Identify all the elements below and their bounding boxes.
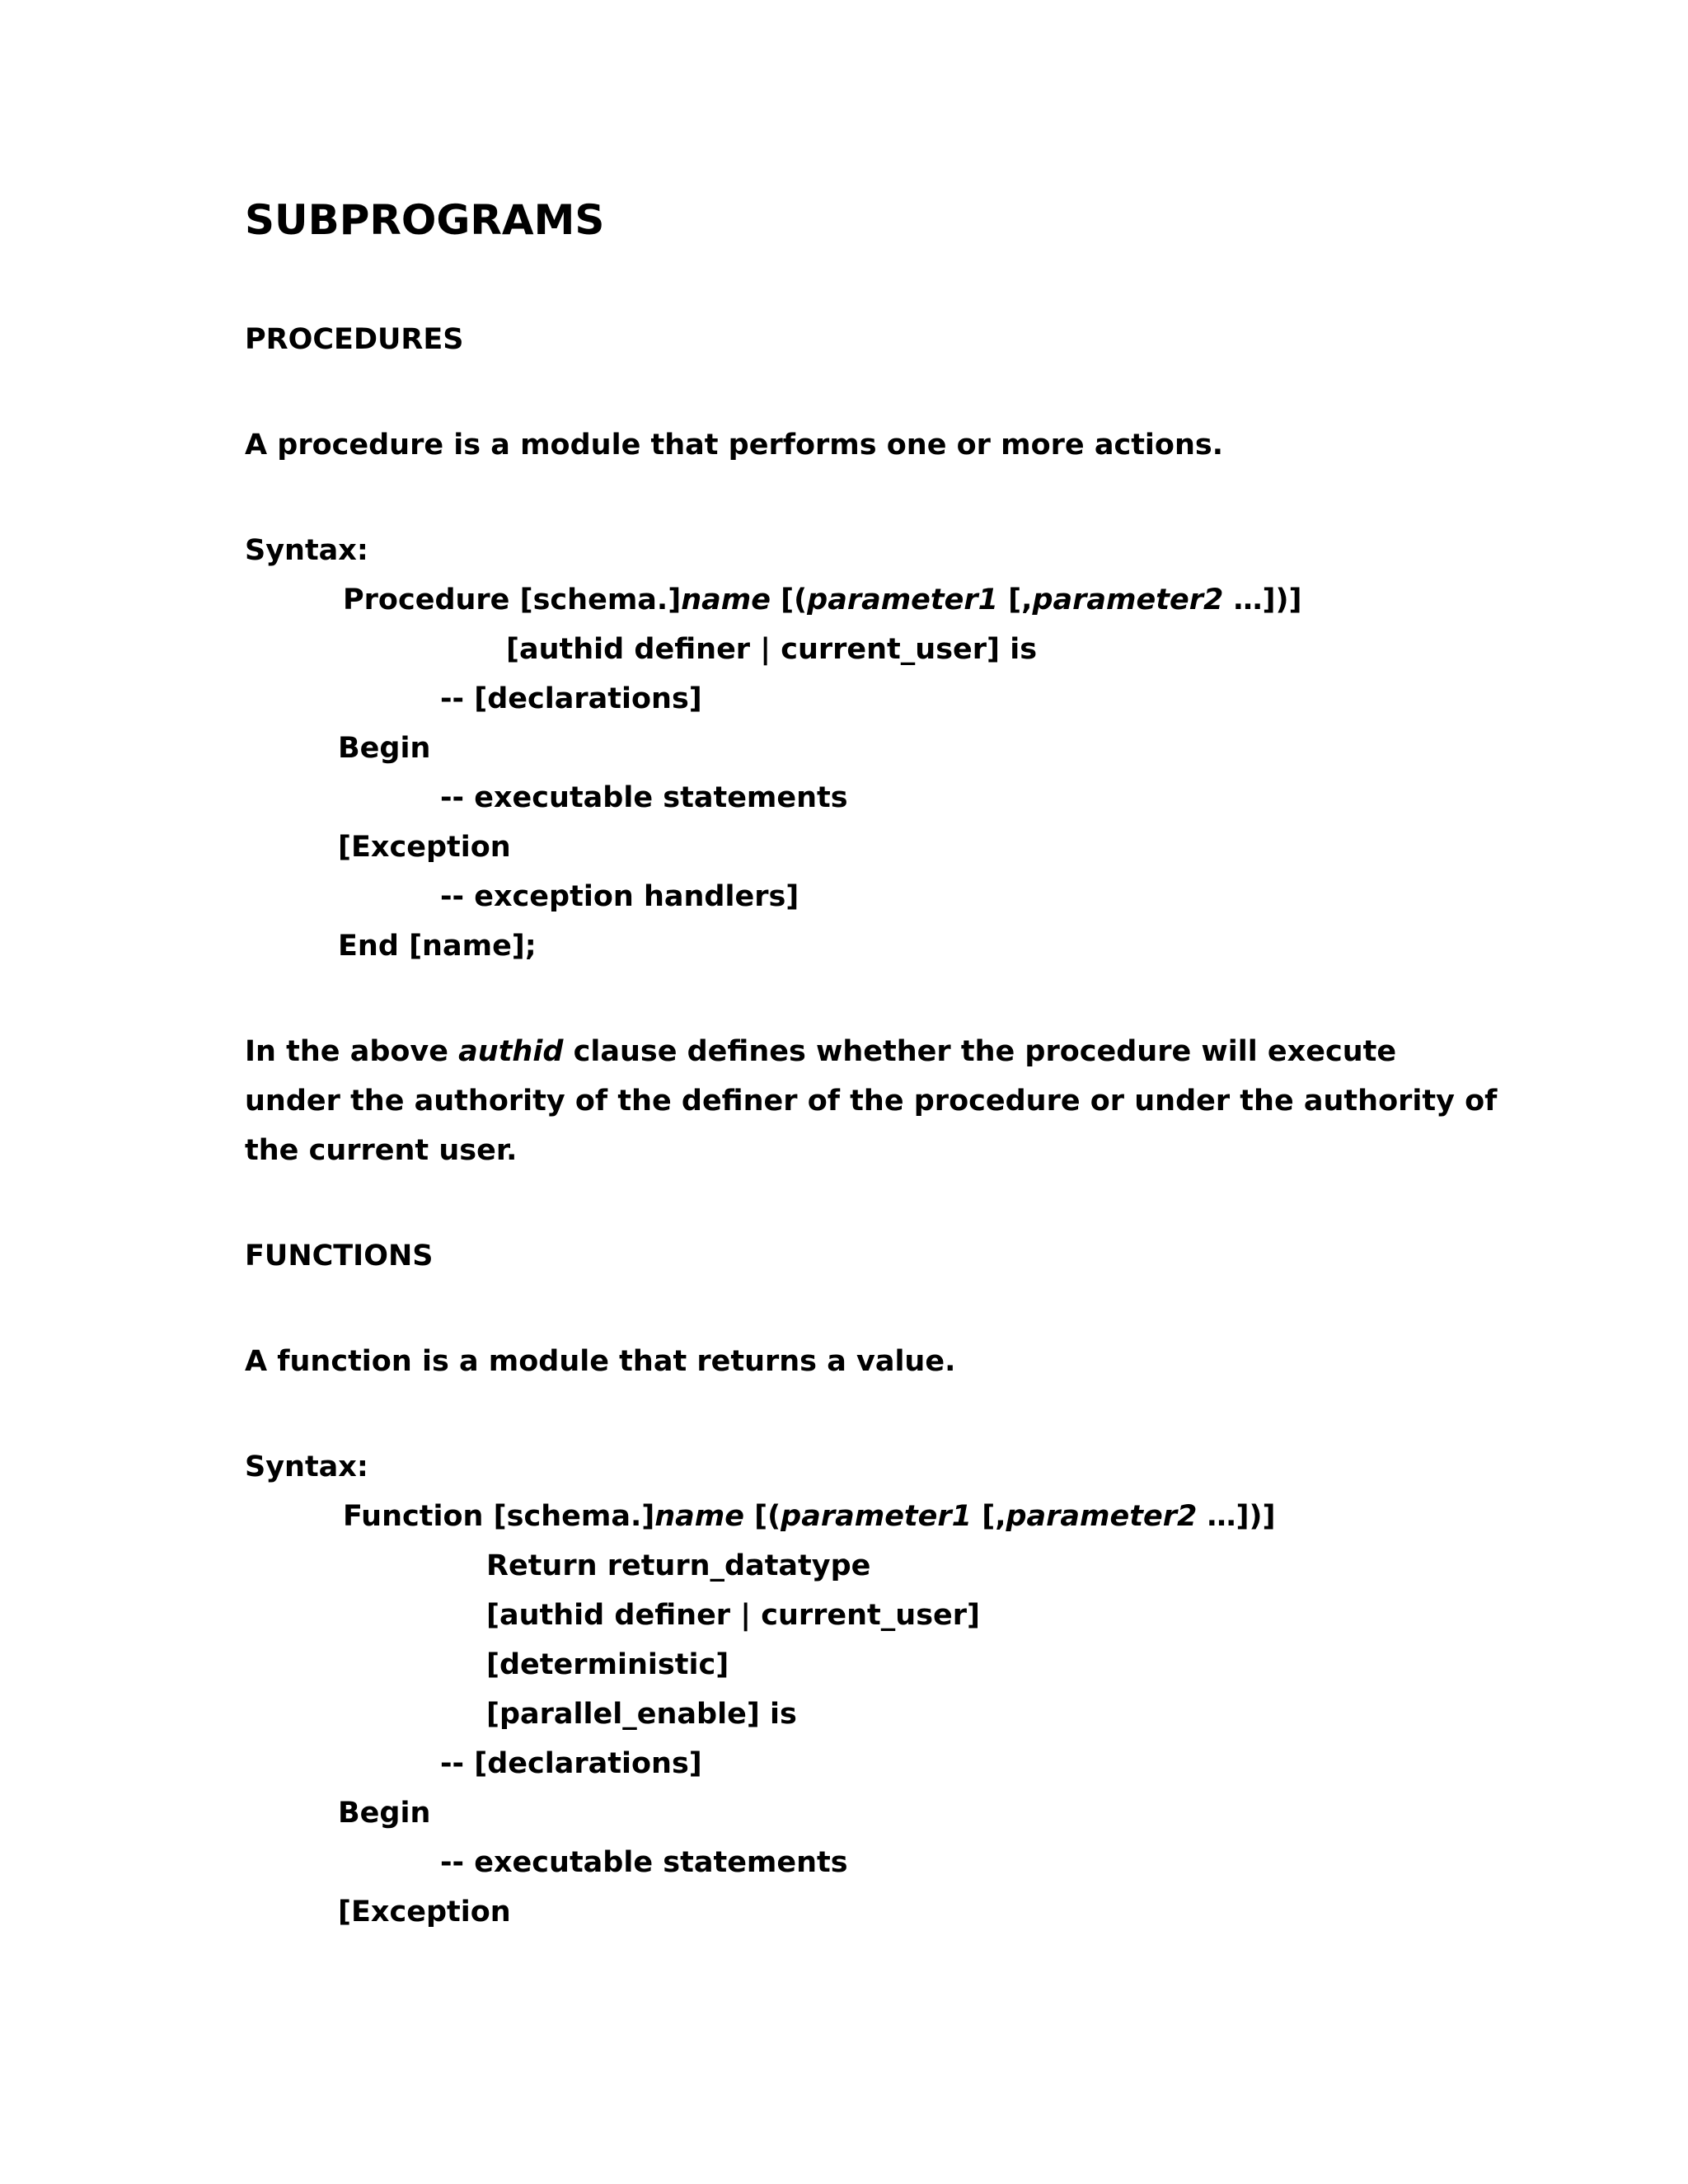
procedure-syntax-line — [343, 582, 1302, 618]
procedure-end-line: End [name]; — [338, 930, 537, 963]
authid-note-line-2: under the authority of the definer of the procedure or under the authority of — [245, 1085, 1498, 1118]
functions-syntax-label: Syntax: — [245, 1451, 368, 1483]
authid-note-keyword: authid — [458, 1035, 564, 1068]
function-authid-line: [authid definer | current_user] — [486, 1599, 981, 1632]
function-name-placeholder: name — [654, 1500, 744, 1533]
param-separator: [, — [998, 583, 1033, 616]
function-return-line: Return return_datatype — [486, 1549, 871, 1582]
authid-note-line-1 — [245, 1033, 1396, 1070]
function-executable-line: -- executable statements — [440, 1846, 848, 1879]
authid-note-prefix: In the above — [245, 1035, 459, 1068]
procedure-begin-line: Begin — [338, 732, 431, 765]
parameter2-placeholder: parameter2 — [1032, 583, 1224, 616]
function-param-separator: [, — [972, 1500, 1006, 1533]
procedures-description: A procedure is a module that performs one or more actions. — [245, 429, 1224, 462]
param-open: [( — [770, 583, 808, 616]
function-exception-line: [Exception — [338, 1896, 511, 1929]
function-parallel-line: [parallel_enable] is — [486, 1698, 797, 1731]
function-parameter2-placeholder: parameter2 — [1006, 1500, 1198, 1533]
procedure-executable-line: -- executable statements — [440, 781, 848, 814]
parameter1-placeholder: parameter1 — [807, 583, 998, 616]
procedures-syntax-label: Syntax: — [245, 534, 368, 567]
param-close: …])] — [1223, 583, 1302, 616]
procedure-declarations-line: -- [declarations] — [440, 682, 702, 715]
function-syntax-line — [343, 1498, 1276, 1535]
function-begin-line: Begin — [338, 1797, 431, 1830]
page-title: SUBPROGRAMS — [245, 196, 605, 244]
authid-note-suffix: clause defines whether the procedure will execute — [563, 1035, 1397, 1068]
authid-note-line-3: the current user. — [245, 1134, 518, 1167]
function-param-close: …])] — [1197, 1500, 1276, 1533]
procedures-heading: PROCEDURES — [245, 323, 464, 356]
procedure-authid-line: [authid definer | current_user] is — [506, 633, 1038, 666]
procedure-keyword: Procedure [schema.] — [343, 583, 682, 616]
procedure-handlers-line: -- exception handlers] — [440, 880, 799, 913]
function-param-open: [( — [743, 1500, 781, 1533]
functions-heading: FUNCTIONS — [245, 1240, 434, 1272]
function-declarations-line: -- [declarations] — [440, 1747, 702, 1780]
functions-description: A function is a module that returns a value. — [245, 1345, 956, 1378]
function-parameter1-placeholder: parameter1 — [781, 1500, 973, 1533]
procedure-exception-line: [Exception — [338, 831, 511, 864]
function-deterministic-line: [deterministic] — [486, 1648, 729, 1681]
procedure-name-placeholder: name — [681, 583, 771, 616]
function-keyword: Function [schema.] — [343, 1500, 655, 1533]
